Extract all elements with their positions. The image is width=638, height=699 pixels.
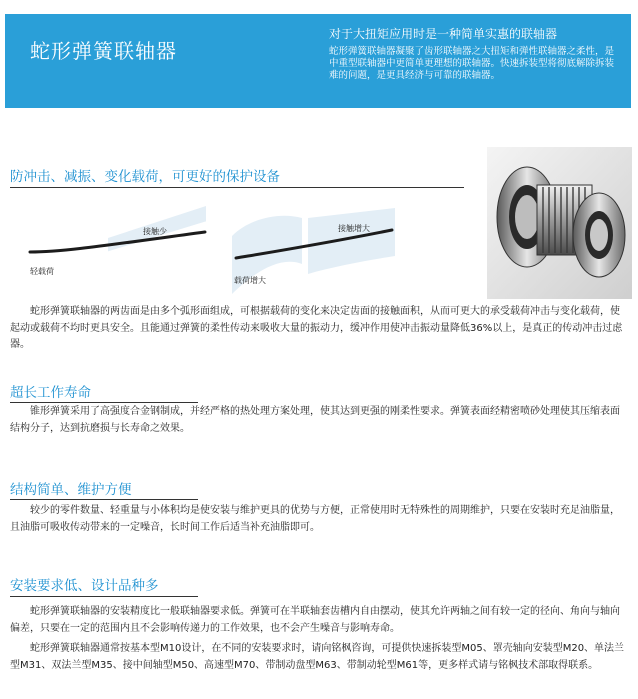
light-load-label: 轻载荷 — [30, 267, 54, 276]
section-title-installation: 安装要求低、设计品种多 — [10, 578, 159, 594]
increased-load-figure — [232, 208, 395, 294]
tooth-right-shape — [308, 208, 395, 274]
coupling-photo — [487, 147, 632, 299]
section-title-lifespan: 超长工作寿命 — [10, 385, 91, 401]
section-divider — [10, 187, 464, 188]
section-divider — [10, 402, 198, 403]
section-divider — [10, 596, 198, 597]
increased-contact-label: 接触增大 — [338, 224, 370, 233]
page-title: 蛇形弹簧联轴器 — [30, 39, 177, 63]
section-title-maintenance: 结构简单、维护方便 — [10, 482, 132, 498]
light-load-figure — [30, 206, 206, 276]
paragraph: 蛇形弹簧联轴器通常按基本型M10设计，在不同的安装要求时，请向铭枫咨询，可提供快速拆装型M05、罩壳轴向安装型M20、单法兰型M31、双法兰型M35、接中间轴型M50、高速型M70、带制动盘型M63、带制动轮型M61等，更多样式请与铭枫技术部取得联系。 — [10, 643, 625, 671]
paragraph: 蛇形弹簧联轴器的安装精度比一般联轴器要求低。弹簧可在半联轴套齿槽内自由摆动，使其允许两轴之间有较一定的径向、角向与轴向偏差，只要在一定的范围内且不会影响传递力的工作效果，也不会产生噪音与影响寿命。 — [10, 606, 620, 634]
paragraph: 锥形弹簧采用了高强度合金钢制成，并经严格的热处理方案处理，使其达到更强的刚柔性要求。弹簧表面经精密喷砂处理使其压缩表面结构分子，达到抗磨损与长寿命之效果。 — [10, 406, 620, 434]
paragraph: 蛇形弹簧联轴器的两齿面是由多个弧形面组成，可根据载荷的变化来决定齿面的接触面积，从而可更大的承受载荷冲击与变化载荷，使起动或载荷不均时更具安全。且能通过弹簧的柔性传动来吸收大量的振动力，缓冲作用使冲击振动量降低36%以上，是真正的传动冲击过虑器。 — [10, 306, 623, 350]
increased-load-label: 载荷增大 — [234, 276, 266, 285]
less-contact-label: 接触少 — [143, 227, 167, 236]
banner-subtitle: 对于大扭矩应用时是一种简单实惠的联轴器 — [329, 27, 558, 41]
section-divider — [10, 499, 198, 500]
spring-contact-diagram — [10, 200, 480, 295]
paragraph: 较少的零件数量、轻重量与小体积均是使安装与维护更具的优势与方便，正常使用时无特殊性的周期维护，只要在安装时充足油脂量，且油脂可吸收传动带来的一定噪音，长时间工作后适当补充油脂即可。 — [10, 505, 620, 533]
header-banner — [5, 14, 631, 108]
section-title-protection: 防冲击、减振、变化载荷，可更好的保护设备 — [10, 169, 280, 185]
banner-description: 蛇形弹簧联轴器凝聚了齿形联轴器之大扭矩和弹性联轴器之柔性，是中重型联轴器中更简单更理想的联轴器。快速拆装型将彻底解除拆装难的问题，是更具经济与可靠的联轴器。 — [329, 46, 615, 81]
